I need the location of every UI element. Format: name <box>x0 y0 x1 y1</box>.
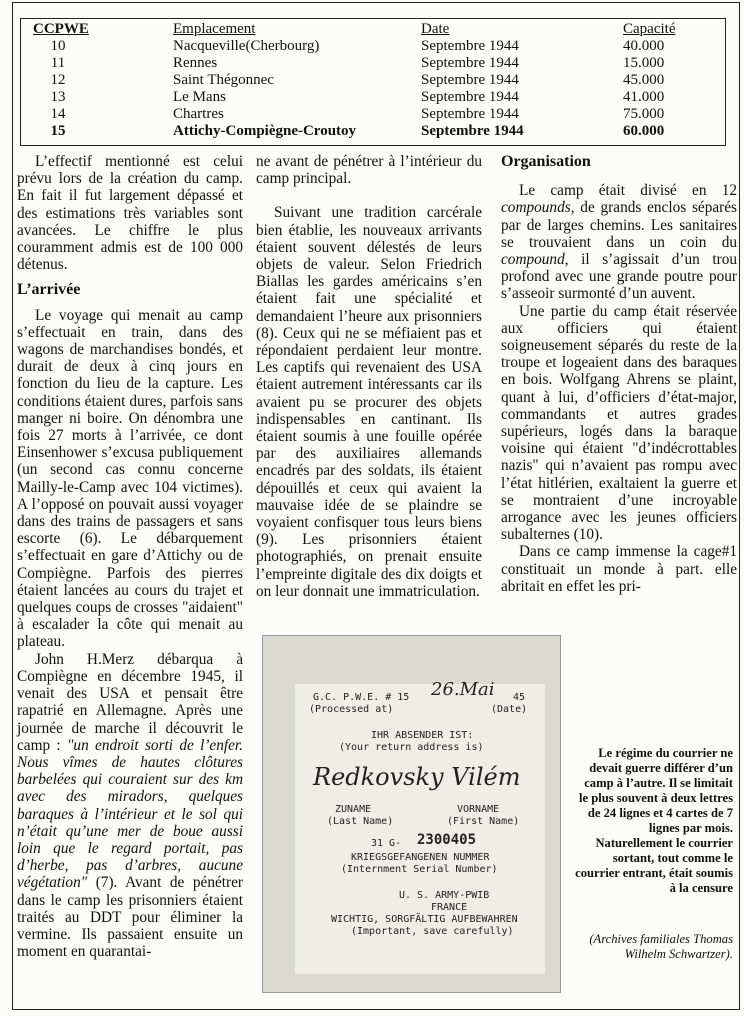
paragraph <box>501 182 737 302</box>
card-line: FRANCE <box>431 902 468 913</box>
cell-date: Septembre 1944 <box>421 38 519 54</box>
paragraph: Dans ce camp immense la cage#1 constituait un monde à part. elle abritait en effet les pri- <box>501 543 737 595</box>
paragraph <box>17 651 243 961</box>
card-serial: 2300405 <box>417 832 477 848</box>
cell-capacity: 41.000 <box>623 89 665 105</box>
cell-capacity: 15.000 <box>623 55 665 71</box>
card-line: G.C. P.W.E. # 15 <box>313 692 410 703</box>
emphasis: compounds <box>501 199 571 217</box>
card-line: ZUNAME <box>335 804 372 815</box>
card-line: (Internment Serial Number) <box>341 864 498 875</box>
text-span: , il s’agissait d’un trou profond avec une grande poutre pour s’asseoir surmonté d’un auvent. <box>501 251 737 303</box>
cell-capacity: 45.000 <box>623 72 665 88</box>
card-line: 45 <box>513 692 526 703</box>
cell-date: Septembre 1944 <box>421 106 519 122</box>
section-heading-organisation: Organisation <box>501 153 591 170</box>
text-span: , de grands enclos séparés par de larges chemins. Les sanitaires se trouvaient dans un coin du <box>501 199 737 251</box>
text-span: John H.Merz débarqua à Compiègne en décembre 1945, il venait des USA et pensait être rapatrié en Allemagne. Après une journée de marche il découvrit le camp : <box>17 650 243 754</box>
cell-number: 13 <box>50 89 66 105</box>
table-row <box>21 38 725 55</box>
photo-caption: Le régime du courrier ne devait guerre différer d’un camp à l’autre. Il se limitait le plus souvent à deux lettres de 24 lignes et 4 cartes de 7 lignes par mois. Naturellement le courrier sortant, tout comme le courrier entrant, était soumis à la censure <box>575 746 733 895</box>
cell-number: 15 <box>50 123 66 139</box>
table-header <box>21 21 725 38</box>
table-row <box>21 55 725 72</box>
card-line: U. S. ARMY-PWIB <box>399 890 490 901</box>
paragraph: Suivant une tradition carcérale bien établie, les nouveaux arrivants étaient souvent délestés de leurs objets de valeur. Selon Friedrich Biallas les gardes américains s’en étaient fait une spécialité et demandaient l’heure aux prisonniers (8). Ceux qui ne se méfiaient pas et répondaient perdaient leur montre. Les captifs qui revenaient des USA étaient autrement intéressants car ils avaient pu se procurer des objets indispensables en cantinant. Ils étaient soumis à une fouille opérée par des auxiliaires allemands encadrés par des soldats, ils étaient dépouillés et ceux qui avaient la mauvaise idée de se plaindre se voyaient confisquer tous leurs biens (9). Les prisonniers étaient photographiés, on prenait ensuite l’empreinte digitale des dix doigts et on leur donnait une immatriculation. <box>256 204 482 600</box>
cell-location: Attichy-Compiègne-Croutoy <box>173 123 357 139</box>
paragraph: Le voyage qui menait au camp s’effectuait en train, dans des wagons de marchandises bondés, et durait de deux à cinq jours en fonction du lieu de la capture. Les conditions étaient dures, parfois sans manger ni boire. On dénombra une fois 27 morts à l’arrivée, ce dont Einsenhower s’excusa publiquement (un second cas connu concerne Mailly-le-Camp avec 104 victimes). A l’opposé on pouvait aussi voyager dans des trains de passagers et sans escorte (6). Le débarquement s’effectuait en gare d’Attichy ou de Compiègne. Parfois des pierres étaient lancées au cours du trajet et quelques coups de crosses "aidaient" à escalader la côte qui menait au plateau. <box>17 306 243 651</box>
card-line: (First Name) <box>447 816 520 827</box>
section-heading-arrivee: L’arrivée <box>17 281 81 299</box>
cell-number: 12 <box>50 72 66 88</box>
cell-location: Le Mans <box>173 89 226 105</box>
table-row-highlight <box>21 123 725 140</box>
card-line: (Your return address is) <box>339 742 484 753</box>
cell-location: Chartres <box>173 106 224 122</box>
photo-credit: (Archives familiales Thomas Wilhelm Schwartzer). <box>589 932 733 961</box>
card-line: WICHTIG, SORGFÄLTIG AUFBEWAHREN <box>331 914 518 925</box>
camp-table <box>20 18 726 146</box>
paragraph: ne avant de pénétrer à l’intérieur du camp principal. <box>256 153 482 188</box>
cell-number: 11 <box>50 55 66 71</box>
card-line: VORNAME <box>457 804 500 815</box>
text-span: (7). Avant de pénétrer dans le camp les prisonniers étaient traités au DDT pour éliminer la vermine. Ils passaient ensuite un moment en quarantai- <box>17 874 243 961</box>
text-span: Le camp était divisé en 12 <box>519 182 737 200</box>
cell-capacity: 75.000 <box>623 106 665 122</box>
paragraph: L’effectif mentionné est celui prévu lors de la création du camp. En fait il fut largement dépassé et des estimations très variables sont avancées. Le chiffre le plus couramment admis est de 100 000 détenus. <box>17 153 243 274</box>
column-1 <box>17 153 243 1003</box>
card-line: (Processed at) <box>309 704 394 715</box>
emphasis: compound <box>501 251 565 269</box>
header-date: Date <box>421 21 450 37</box>
card-line: (Last Name) <box>327 816 394 827</box>
cell-date: Septembre 1944 <box>421 123 524 139</box>
cell-location: Nacqueville(Cherbourg) <box>173 38 320 54</box>
card-handwritten-name: Redkovsky Vilém <box>313 763 521 791</box>
card-line: (Important, save carefully) <box>351 926 514 937</box>
cell-number: 14 <box>50 106 66 122</box>
cell-number: 10 <box>50 38 66 54</box>
card-line: KRIEGSGEFANGENEN NUMMER <box>351 852 490 863</box>
cell-location: Rennes <box>173 55 218 71</box>
header-ccpwe: CCPWE <box>33 21 89 37</box>
table-row <box>21 106 725 123</box>
table-row <box>21 89 725 106</box>
header-emplacement: Emplacement <box>173 21 256 37</box>
cell-location: Saint Thégonnec <box>173 72 274 88</box>
cell-date: Septembre 1944 <box>421 72 519 88</box>
card-handwritten-date: 26.Mai <box>431 679 495 700</box>
card-line: 31 G- <box>371 838 402 849</box>
table-row <box>21 72 725 89</box>
cell-date: Septembre 1944 <box>421 55 519 71</box>
column-2 <box>256 153 482 623</box>
card-line: IHR ABSENDER IST: <box>371 730 474 741</box>
paragraph: Une partie du camp était réservée aux officiers qui étaient soigneusement séparés du reste de la troupe et logeaient dans des baraques en bois. Wolfgang Ahrens se plaint, quant à lui, d’officiers d’état-major, commandants et autres grades supérieurs, logés dans la baraque voisine qui étaient "d’indécrottables nazis" qui n’avaient pas rompu avec l’état hitlérien, exaltaient la guerre et se montraient d’une incroyable arrogance avec les jeunes officiers subalternes (10). <box>501 302 737 544</box>
cell-capacity: 40.000 <box>623 38 665 54</box>
column-3 <box>501 153 737 623</box>
cell-capacity: 60.000 <box>623 123 665 139</box>
postcard-photo <box>262 635 561 993</box>
cell-date: Septembre 1944 <box>421 89 519 105</box>
merz-quote: "un endroit sorti de l’enfer. Nous vîmes de hautes clôtures barbelées qui couraient sur des km avec des miradors, quelques baraques à l’intérieur et le sol qui n’était qu’une mer de boue aussi loin que le regard portait, pas d’herbe, pas d’arbres, aucune végétation" <box>17 736 243 892</box>
card-line: (Date) <box>491 704 528 715</box>
pow-card <box>295 679 545 974</box>
header-capacite: Capacité <box>623 21 676 37</box>
